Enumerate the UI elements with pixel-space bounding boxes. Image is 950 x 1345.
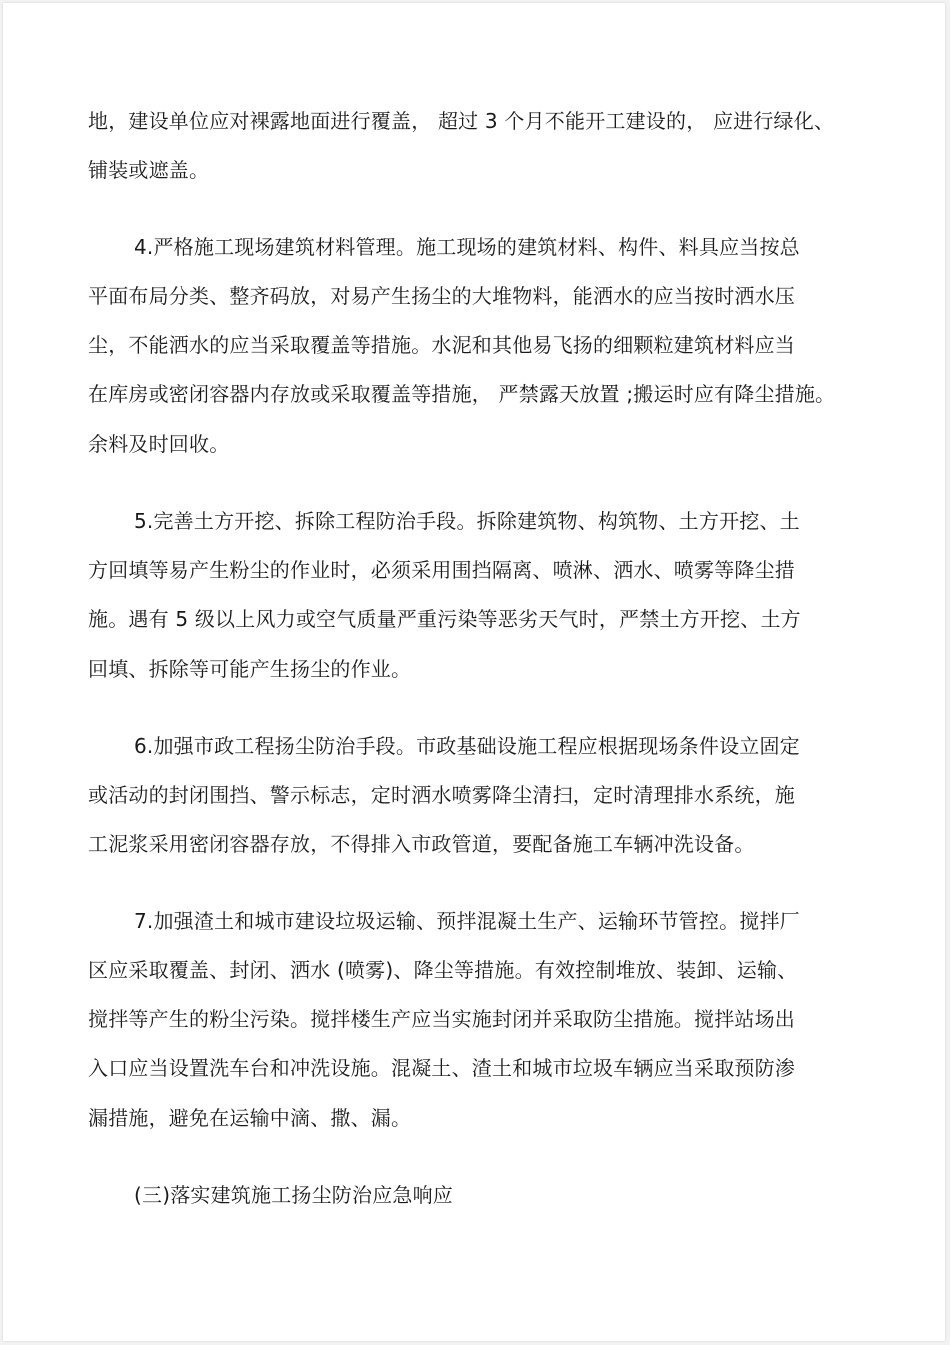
paragraph-line: 6.加强市政工程扬尘防治手段。市政基础设施工程应根据现场条件设立固定 xyxy=(134,734,800,758)
paragraph-line: 5.完善土方开挖、拆除工程防治手段。拆除建筑物、构筑物、土方开挖、土 xyxy=(134,509,800,533)
paragraph-line: 4.严格施工现场建筑材料管理。施工现场的建筑材料、构件、料具应当按总 xyxy=(134,235,800,259)
document-page xyxy=(3,3,945,1341)
paragraph-line: 尘，不能洒水的应当采取覆盖等措施。水泥和其他易飞扬的细颗粒建筑材料应当 xyxy=(88,333,795,357)
paragraph-line: 区应采取覆盖、封闭、洒水 (喷雾)、降尘等措施。有效控制堆放、装卸、运输、 xyxy=(88,958,798,982)
paragraph-line: 工泥浆采用密闭容器存放，不得排入市政管道，要配备施工车辆冲洗设备。 xyxy=(88,832,755,856)
paragraph-line: 回填、拆除等可能产生扬尘的作业。 xyxy=(88,657,412,681)
paragraph-line: 地，建设单位应对裸露地面进行覆盖， 超过 3 个月不能开工建设的， 应进行绿化、 xyxy=(88,109,835,133)
paragraph-line: 余料及时回收。 xyxy=(88,432,230,456)
paragraph-line: 入口应当设置洗车台和冲洗设施。混凝土、渣土和城市垃圾车辆应当采取预防渗 xyxy=(88,1056,795,1080)
paragraph-line: 铺装或遮盖。 xyxy=(88,158,210,182)
section-heading: (三)落实建筑施工扬尘防治应急响应 xyxy=(134,1183,454,1207)
paragraph-line: 施。遇有 5 级以上风力或空气质量严重污染等恶劣天气时，严禁土方开挖、土方 xyxy=(88,607,801,631)
paragraph-line: 在库房或密闭容器内存放或采取覆盖等措施， 严禁露天放置 ;搬运时应有降尘措施。 xyxy=(88,382,836,406)
paragraph-line: 方回填等易产生粉尘的作业时，必须采用围挡隔离、喷淋、洒水、喷雾等降尘措 xyxy=(88,558,795,582)
paragraph-line: 7.加强渣土和城市建设垃圾运输、预拌混凝土生产、运输环节管控。搅拌厂 xyxy=(134,909,800,933)
paragraph-line: 平面布局分类、整齐码放，对易产生扬尘的大堆物料，能洒水的应当按时洒水压 xyxy=(88,284,795,308)
paragraph-line: 或活动的封闭围挡、警示标志，定时洒水喷雾降尘清扫，定时清理排水系统，施 xyxy=(88,783,795,807)
paragraph-line: 漏措施，避免在运输中滴、撒、漏。 xyxy=(88,1106,412,1130)
paragraph-line: 搅拌等产生的粉尘污染。搅拌楼生产应当实施封闭并采取防尘措施。搅拌站场出 xyxy=(88,1007,795,1031)
